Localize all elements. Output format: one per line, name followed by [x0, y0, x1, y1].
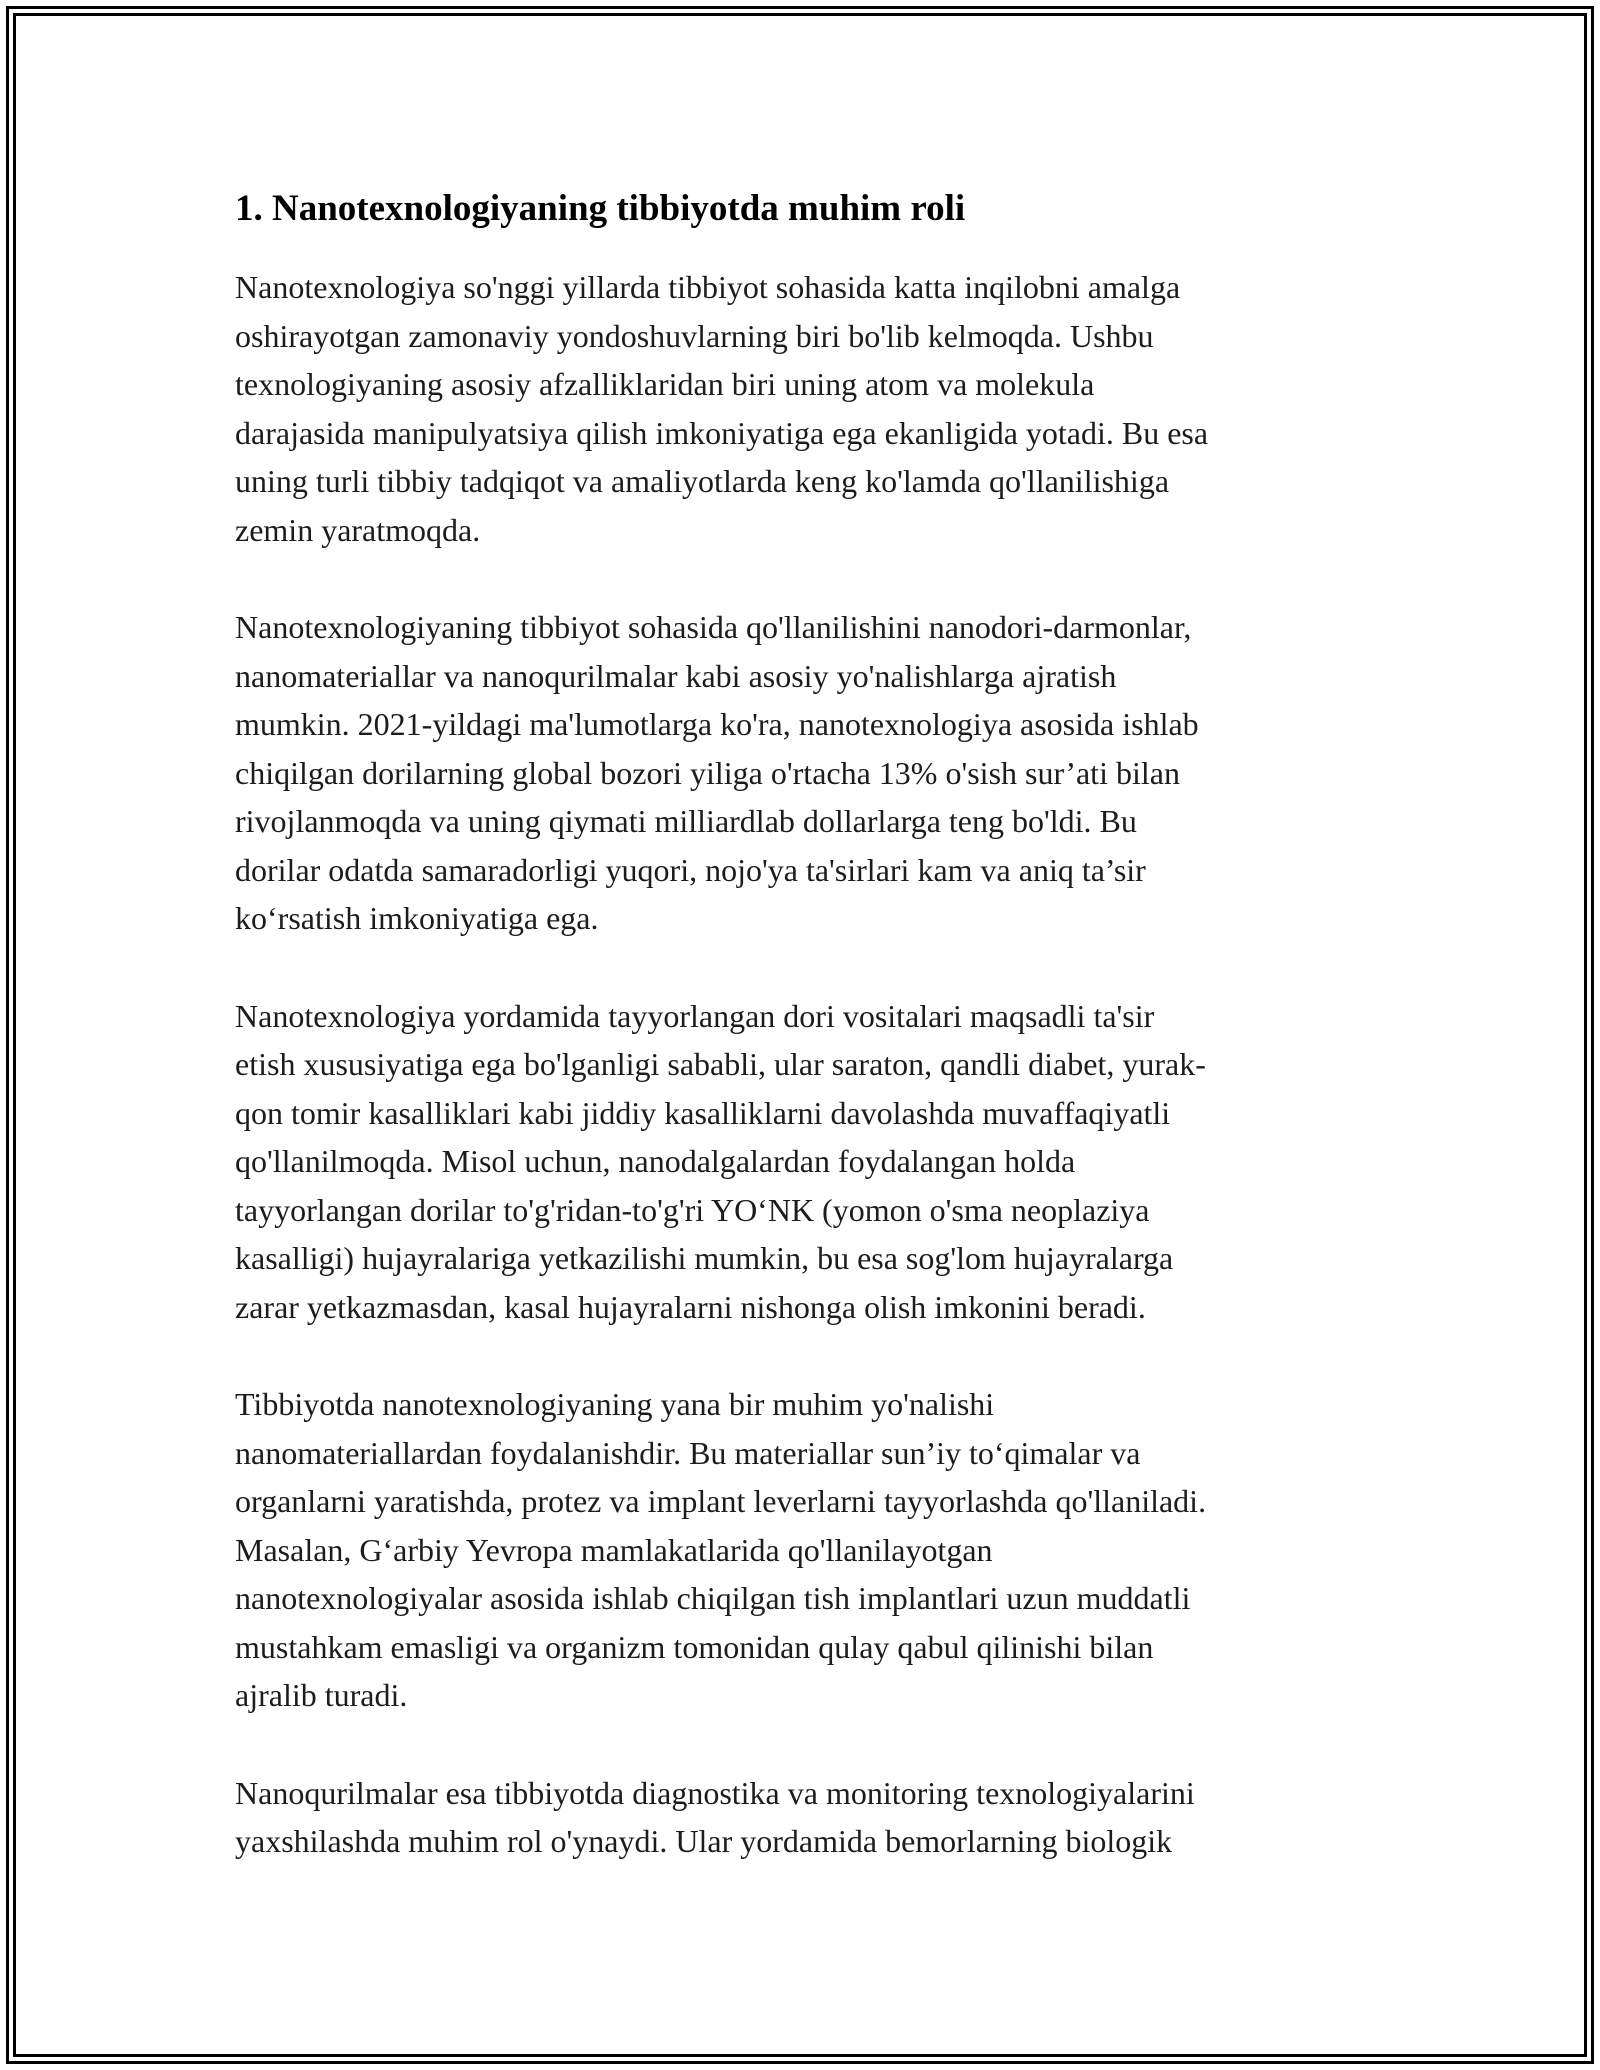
paragraph-nanodevices: Nanoqurilmalar esa tibbiyotda diagnostika va monitoring texnologiyalarini yaxshilashda muhim rol o'ynaydi. Ular yordamida bemorlarning biologik [235, 1774, 1195, 1859]
paragraph-intro: Nanotexnologiya so'nggi yillarda tibbiyot sohasida katta inqilobni amalga oshirayotgan zamonaviy yondoshuvlarning biri bo'lib kelmoqda. Ushbu texnologiyaning asosiy afzalliklaridan biri uning atom va molekula darajasida manipulyatsiya qilish imkoniyatiga ega ekanligida yotadi. Bu esa uning turli tibbiy tadqiqot va amaliyotlarda keng ko'lamda qo'llanilishiga zemin yaratmoqda. [235, 269, 1209, 548]
paragraph-nanomaterials: Tibbiyotda nanotexnologiyaning yana bir muhim yo'nalishi nanomateriallardan foydalanishdir. Bu materiallar sun’iy to‘qimalar va organlarni yaratishda, protez va implant leverlarni tayyorlashda qo'llaniladi. Masalan, G‘arbiy Yevropa mamlakatlarida qo'llanilayotgan nanotexnologiyalar asosida ishlab chiqilgan tish implantlari uzun muddatli mustahkam emasligi va organizm tomonidan qulay qabul qilinishi bilan ajralib turadi. [235, 1386, 1207, 1713]
section-heading: 1. Nanotexnologiyaning tibbiyotda muhim roli [235, 188, 966, 229]
document-body [235, 185, 1375, 1915]
paragraph-targeted-drugs: Nanotexnologiya yordamida tayyorlangan dori vositalari maqsadli ta'sir etish xususiyatiga ega bo'lganligi sababli, ular saraton, qandli diabet, yurak- qon tomir kasalliklari kabi jiddiy kasalliklarni davolashda muvaffaqiyatli qo'llanilmoqda. Misol uchun, nanodalgalardan foydalangan holda tayyorlangan dorilar to'g'ridan-to'g'ri YO‘NK (yomon o'sma neoplaziya kasalligi) hujayralariga yetkazilishi mumkin, bu esa sog'lom hujayralarga zarar yetkazmasdan, kasal hujayralarni nishonga olish imkonini beradi. [235, 997, 1206, 1325]
paragraph-applications: Nanotexnologiyaning tibbiyot sohasida qo'llanilishini nanodori-darmonlar, nanomateriallar va nanoqurilmalar kabi asosiy yo'nalishlarga ajratish mumkin. 2021-yildagi ma'lumotlarga ko'ra, nanotexnologiya asosida ishlab chiqilgan dorilarning global bozori yiliga o'rtacha 13% o'sish sur’ati bilan rivojlanmoqda va uning qiymati milliardlab dollarlarga teng bo'ldi. Bu dorilar odatda samaradorligi yuqori, nojo'ya ta'sirlari kam va aniq ta’sir ko‘rsatish imkoniyatiga ega. [235, 609, 1199, 936]
